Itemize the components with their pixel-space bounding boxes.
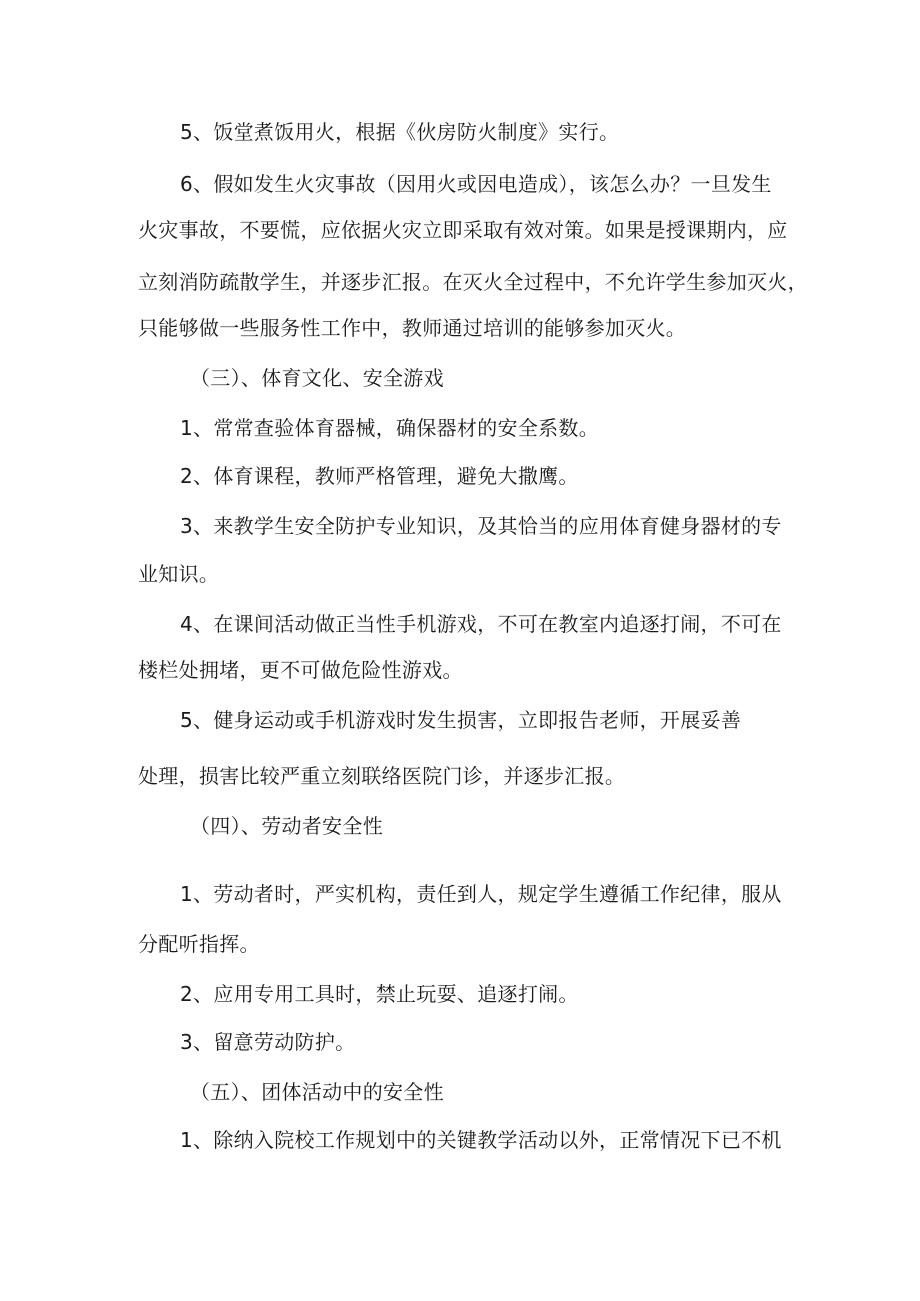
sports-item-4-line1: 4、在课间活动做正当性手机游戏，不可在教室内追逐打闹，不可在 bbox=[180, 612, 782, 636]
labor-item-1-line1: 1、劳动者时，严实机构，责任到人，规定学生遵循工作纪律，服从 bbox=[180, 882, 782, 906]
para-6-fire-accident-line2: 火灾事故，不要慌，应依据火灾立即采取有效对策。如果是授课期内，应 bbox=[138, 218, 788, 242]
sports-item-3-line1: 3、来教学生安全防护专业知识，及其恰当的应用体育健身器材的专 bbox=[180, 514, 782, 538]
labor-item-2: 2、应用专用工具时，禁止玩耍、追逐打闹。 bbox=[180, 982, 579, 1006]
section-heading-5-group-activities: （五）、团体活动中的安全性 bbox=[190, 1080, 444, 1104]
sports-item-1: 1、常常查验体育器械，确保器材的安全系数。 bbox=[180, 416, 600, 440]
para-6-fire-accident-line1: 6、假如发生火灾事故（因用火或因电造成），该怎么办？一旦发生 bbox=[180, 172, 772, 196]
sports-item-5-line1: 5、健身运动或手机游戏时发生损害，立即报告老师，开展妥善 bbox=[180, 708, 742, 732]
sports-item-3-line2: 业知识。 bbox=[138, 562, 220, 586]
sports-item-2: 2、体育课程，教师严格管理，避免大撒鹰。 bbox=[180, 464, 579, 488]
sports-item-4-line2: 楼栏处拥堵，更不可做危险性游戏。 bbox=[138, 658, 463, 682]
para-6-fire-accident-line3: 立刻消防疏散学生，并逐步汇报。在灭火全过程中，不允许学生参加灭火， bbox=[138, 270, 808, 294]
labor-item-3: 3、留意劳动防护。 bbox=[180, 1030, 356, 1054]
section-heading-3-sports: （三）、体育文化、安全游戏 bbox=[190, 366, 444, 390]
labor-item-1-line2: 分配听指挥。 bbox=[138, 932, 260, 956]
sports-item-5-line2: 处理，损害比较严重立刻联络医院门诊，并逐步汇报。 bbox=[138, 764, 626, 788]
para-6-fire-accident-line4: 只能够做一些服务性工作中，教师通过培训的能够参加灭火。 bbox=[138, 316, 687, 340]
group-item-1-line1: 1、除纳入院校工作规划中的关键教学活动以外，正常情况下已不机 bbox=[180, 1128, 782, 1152]
section-heading-4-labor: （四）、劳动者安全性 bbox=[190, 814, 383, 838]
para-5-cafeteria-fire: 5、饭堂煮饭用火，根据《伙房防火制度》实行。 bbox=[180, 120, 620, 144]
